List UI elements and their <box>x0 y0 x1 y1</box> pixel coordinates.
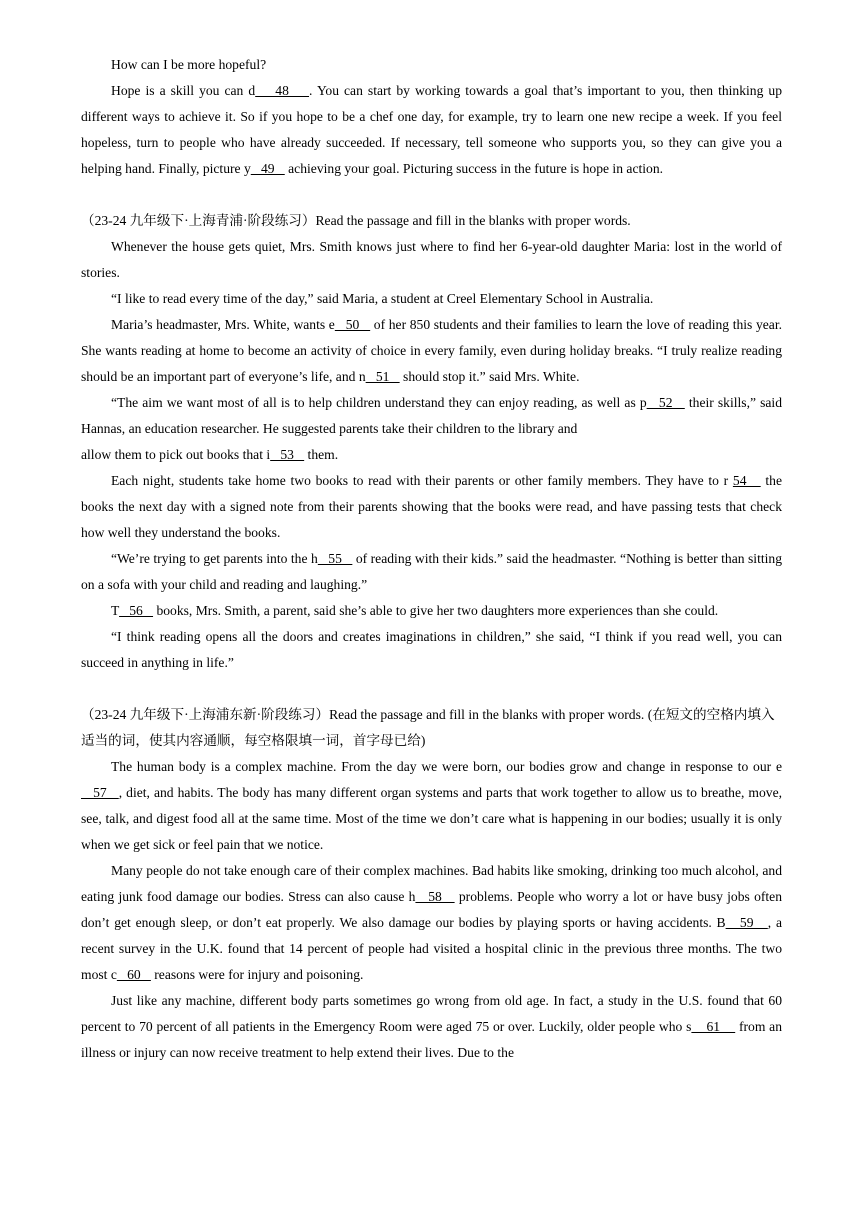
paragraph: Whenever the house gets quiet, Mrs. Smith knows just where to find her 6-year-old daughter Maria: lost in the world of stories. <box>81 239 782 280</box>
blank-55[interactable]: 55 <box>317 551 353 566</box>
spacer <box>81 676 782 702</box>
section-heading: （23-24 九年级下·上海浦东新·阶段练习）Read the passage and fill in the blanks with proper words. (在短文的空格内填入适当的词，使其内容通顺，每空格限填一词，首字母已给) <box>81 707 775 748</box>
paragraph: “The aim we want most of all is to help children understand they can enjoy reading, as well as p 52 their skills,” said Hannas, an education researcher. He suggested parents take their children to the library and allow them to pick out books that i 53 them. <box>81 395 783 462</box>
paragraph: Maria’s headmaster, Mrs. White, wants e 50 of her 850 students and their families to learn the love of reading this year. She wants reading at home to become an activity of choice in every family, even during holiday breaks. “I truly realize reading should be an important part of everyone’s life, and n 51 should stop it.” said Mrs. White. <box>81 317 783 384</box>
blank-54[interactable]: 54 <box>732 473 761 488</box>
paragraph: “I like to read every time of the day,” said Maria, a student at Creel Elementary School in Australia. <box>111 291 654 306</box>
blank-60[interactable]: 60 <box>116 967 151 982</box>
blank-58[interactable]: 58 <box>415 889 455 904</box>
paragraph: Hope is a skill you can d 48 . You can start by working towards a goal that’s important to you, then thinking up different ways to achieve it. So if you hope to be a chef one day, for example, try to learn one new recipe a week. If you feel hopeless, turn to people who have already succeeded. If necessary, tell someone who supports you, so they can give you a helping hand. Finally, picture y 49 achieving your goal. Picturing success in the future is hope in action. <box>81 83 783 176</box>
paragraph: Just like any machine, different body parts sometimes go wrong from old age. In fact, a study in the U.S. found that 60 percent to 70 percent of all patients in the Emergency Room were aged 75 or over. Luckily, older people who s 61 from an illness or injury can now receive treatment to help extend their lives. Due to the <box>81 993 783 1060</box>
blank-51[interactable]: 51 <box>365 369 400 384</box>
spacer <box>81 182 782 208</box>
document-page <box>81 52 782 1066</box>
blank-59[interactable]: 59 <box>725 915 768 930</box>
blank-52[interactable]: 52 <box>646 395 685 410</box>
paragraph: “I think reading opens all the doors and creates imaginations in children,” she said, “I think if you read well, you can succeed in anything in life.” <box>81 629 782 670</box>
paragraph: The human body is a complex machine. From the day we were born, our bodies grow and change in response to our e 57 , diet, and habits. The body has many different organ systems and parts that work together to allow us to breathe, move, see, talk, and digest food all at the same time. Most of the time we don’t care what is happening in our bodies; usually it is only when we get sick or feel pain that we notice. <box>81 759 783 852</box>
section-heading: （23-24 九年级下·上海青浦·阶段练习）Read the passage and fill in the blanks with proper words. <box>81 213 631 228</box>
blank-50[interactable]: 50 <box>334 317 371 332</box>
blank-53[interactable]: 53 <box>270 447 305 462</box>
paragraph: Each night, students take home two books to read with their parents or other family members. They have to r 54 the books the next day with a signed note from their parents showing that the books were read, and have passing tests that check how well they understand the books. <box>81 473 782 540</box>
paragraph: Many people do not take enough care of their complex machines. Bad habits like smoking, drinking too much alcohol, and eating junk food damage our bodies. Stress can also cause h 58 problems. People who worry a lot or have busy jobs often don’t get enough sleep, or don’t eat properly. We also damage our bodies by playing sports or having accidents. B 59 , a recent survey in the U.K. found that 14 percent of people had visited a hospital clinic in the previous three months. The two most c 60 reasons were for injury and poisoning. <box>81 863 783 982</box>
blank-48[interactable]: 48 <box>255 83 310 98</box>
blank-56[interactable]: 56 <box>119 603 154 618</box>
blank-49[interactable]: 49 <box>250 161 285 176</box>
paragraph: “We’re trying to get parents into the h 55 of reading with their kids.” said the headmaster. “Nothing is better than sitting on a sofa with your child and reading and laughing.” <box>81 551 783 592</box>
blank-61[interactable]: 61 <box>691 1019 736 1034</box>
paragraph: T 56 books, Mrs. Smith, a parent, said she’s able to give her two daughters more experiences than she could. <box>111 603 719 618</box>
blank-57[interactable]: 57 <box>81 785 119 800</box>
question-title: How can I be more hopeful? <box>111 57 267 72</box>
